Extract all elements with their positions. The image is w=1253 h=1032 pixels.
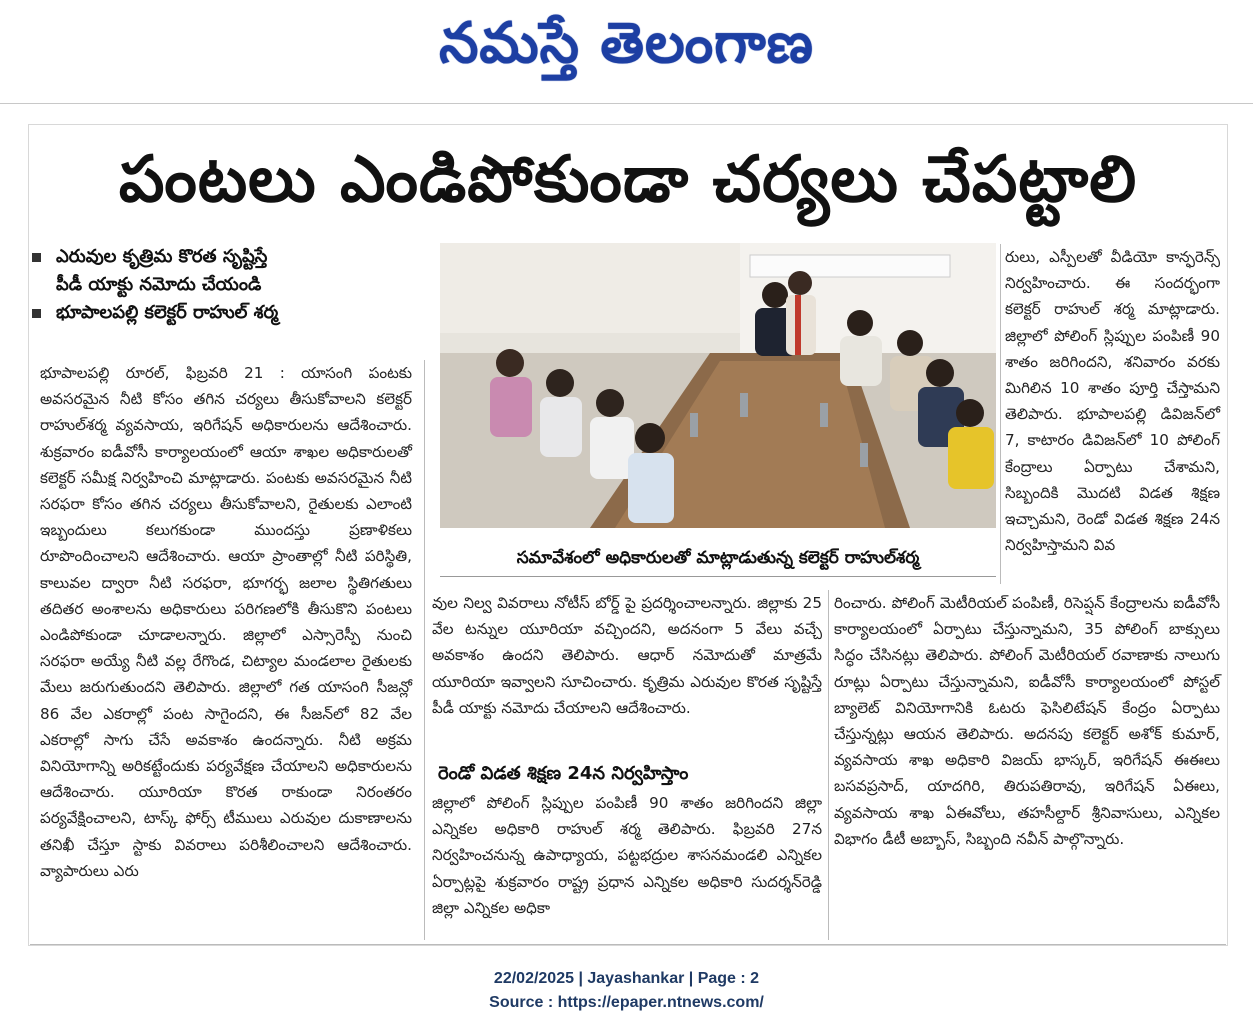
- bullet-square-icon: [32, 309, 41, 318]
- column-divider: [828, 590, 829, 940]
- article-column-3: రించారు. పోలింగ్ మెటీరియల్ పంపిణీ, రిసెప్షన్ కేంద్రాలను ఐడీవోసీ కార్యాలయంలో ఏర్పాటు చేస్తున్నామని, 35 పోలింగ్ బాక్సులు సిద్ధం చేసినట్లు తెలిపారు. పోలింగ్ మెటీరియల్ రవాణాకు నాలుగు రూట్లు ఏర్పాటు చేస్తున్నామని, ఐడీవోసీ కార్యాలయంలో పోస్టల్ బ్యాలెట్ వినియోగానికి ఓటరు ఫెసిలిటేషన్ కేంద్రం ఏర్పాటు చేస్తున్నట్లు ఆయన తెలిపారు. అదనపు కలెక్టర్ అశోక్ కుమార్, వ్యవసాయ శాఖ అధికారి విజయ్ భాస్కర్, ఇరిగేషన్ ఈఈలు బసవప్రసాద్, యాదగిరి, తిరుపతిరావు, ఇరిగేషన్ ఏఈలు, వ్యవసాయ శాఖ ఏఈవోలు, తహసీల్దార్ శ్రీనివాసులు, ఎన్నికల విభాగం డీటీ అబ్బాస్, సిబ్బంది నవీన్ పాల్గొన్నారు.: [834, 594, 1220, 848]
- bullet-point: [30, 299, 410, 327]
- article-column-2-continued: జిల్లాలో పోలింగ్ స్లిప్పుల పంపిణీ 90 శాతం జరిగిందని జిల్లా ఎన్నికల అధికారి రాహుల్ శర్మ తెలిపారు. ఫిబ్రవరి 27న నిర్వహించనున్న ఉపాధ్యాయ, పట్టభద్రుల శాసనమండలి ఎన్నికల ఏర్పాట్లపై శుక్రవారం రాష్ట్ర ప్రధాన ఎన్నికల అధికారి సుదర్శన్‌రెడ్డి జిల్లా ఎన్నికల అధికా: [432, 794, 822, 917]
- bullet-line: పీడీ యాక్టు నమోదు చేయండి: [56, 274, 262, 295]
- column-divider: [424, 360, 425, 940]
- bullet-square-icon: [32, 253, 41, 262]
- masthead-divider: [0, 103, 1253, 104]
- article-column-2: వుల నిల్వ వివరాలు నోటీస్ బోర్డ్ పై ప్రదర్శించాలన్నారు. జిల్లాకు 25 వేల టన్నుల యూరియా వచ్చిందని, అదనంగా 5 వేలు వచ్చే అవకాశం ఉందని తెలిపారు. ఆధార్ నమోదుతో మాత్రమే యూరియా ఇవ్వాలని సూచించారు. కృత్రిమ ఎరువుల కొరత సృష్టిస్తే పీడీ యాక్టు నమోదు చేయాలని ఆదేశించారు.: [432, 594, 822, 717]
- article-column-1: భూపాలపల్లి రూరల్, ఫిబ్రవరి 21 : యాసంగి పంటకు అవసరమైన నీటి కోసం తగిన చర్యలు తీసుకోవాలని కలెక్టర్ రాహుల్‌శర్మ వ్యవసాయ, ఇరిగేషన్ అధికారులను ఆదేశించారు. శుక్రవారం ఐడీవోసీ కార్యాలయంలో ఆయా శాఖల అధికారులతో కలెక్టర్ సమీక్ష నిర్వహించి మాట్లాడారు. పంటకు అవసరమైన నీటి సరఫరా కోసం తగిన చర్యలు తీసుకోవాలని, రైతులకు ఎలాంటి ఇబ్బందులు కలుగకుండా ముందస్తు ప్రణాళికలు రూపొందించాలని ఆదేశించారు. ఆయా ప్రాంతాల్లో నీటి పరిస్థితి, కాలువల ద్వారా నీటి సరఫరా, భూగర్భ జలాల స్థితిగతులు తదితర అంశాలను అధికారులు పరిగణలోకి తీసుకొని పంటలు ఎండిపోకుండా చూడాలన్నారు. జిల్లాలో ఎస్సారెస్పీ నుంచి సరఫరా అయ్యే నీటి వల్ల రేగొండ, చిట్యాల మండలాల రైతులకు మేలు జరుగుతుందని తెలిపారు. జిల్లాలో గత యాసంగి సీజన్లో 86 వేల ఎకరాల్లో పంట సాగైందని, ఈ సీజన్‌లో 82 వేల ఎకరాల్లో సాగు చేసే అవకాశం ఉందన్నారు. నీటి అక్రమ వినియోగాన్ని అరికట్టేందుకు పర్యవేక్షణ చేయాలని అధికారులను ఆదేశించారు. యూరియా కొరత రాకుండా నిరంతరం పర్యవేక్షించాలని, టాస్క్ ఫోర్స్ టీములు ఎరువుల దుకాణాలను తనిఖీ చేస్తూ స్టాకు వివరాలు పరిశీలించాలని ఆదేశించారు. వ్యాపారులు ఎరు: [40, 364, 412, 880]
- bullet-line: ఎరువుల కృత్రిమ కొరత సృష్టిస్తే: [56, 246, 268, 267]
- newspaper-logo: నమస్తే తెలంగాణ: [439, 10, 814, 76]
- masthead: [0, 0, 1253, 100]
- meeting-photo: [440, 243, 996, 528]
- footer-source[interactable]: Source : https://epaper.ntnews.com/: [489, 994, 764, 1011]
- footer-date-edition: 22/02/2025 | Jayashankar | Page : 2: [493, 970, 760, 987]
- bullet-line: భూపాలపల్లి కలెక్టర్ రాహుల్ శర్మ: [56, 302, 279, 323]
- article-column-right-top: రులు, ఎస్పీలతో వీడియో కాన్ఫరెన్స్ నిర్వహించారు. ఈ సందర్భంగా కలెక్టర్ రాహుల్ శర్మ మాట్లాడారు. జిల్లాలో పోలింగ్ స్లిప్పుల పంపిణీ 90 శాతం జరిగిందని, శనివారం వరకు మిగిలిన 10 శాతం పూర్తి చేస్తామని తెలిపారు. భూపాలపల్లి డివిజన్‌లో 7, కాటారం డివిజన్‌లో 10 పోలింగ్ కేంద్రాలు ఏర్పాటు చేశామని, సిబ్బందికి మొదటి విడత శిక్షణ ఇచ్చామని, రెండో విడత శిక్షణ 24న నిర్వహిస్తామని వివ: [1005, 248, 1220, 555]
- column-divider: [1000, 244, 1001, 584]
- article-subheading: రెండో విడత శిక్షణ 24న నిర్వహిస్తాం: [438, 763, 689, 784]
- meeting-photo-illustration: [440, 243, 996, 528]
- article-bullets: [30, 243, 410, 327]
- footer-divider: [30, 944, 1226, 945]
- photo-caption: సమావేశంలో అధికారులతో మాట్లాడుతున్న కలెక్టర్ రాహుల్‌శర్మ: [440, 540, 996, 577]
- article-headline: పంటలు ఎండిపోకుండా చర్యలు చేపట్టాలి: [118, 143, 1138, 217]
- bullet-point: [30, 243, 410, 299]
